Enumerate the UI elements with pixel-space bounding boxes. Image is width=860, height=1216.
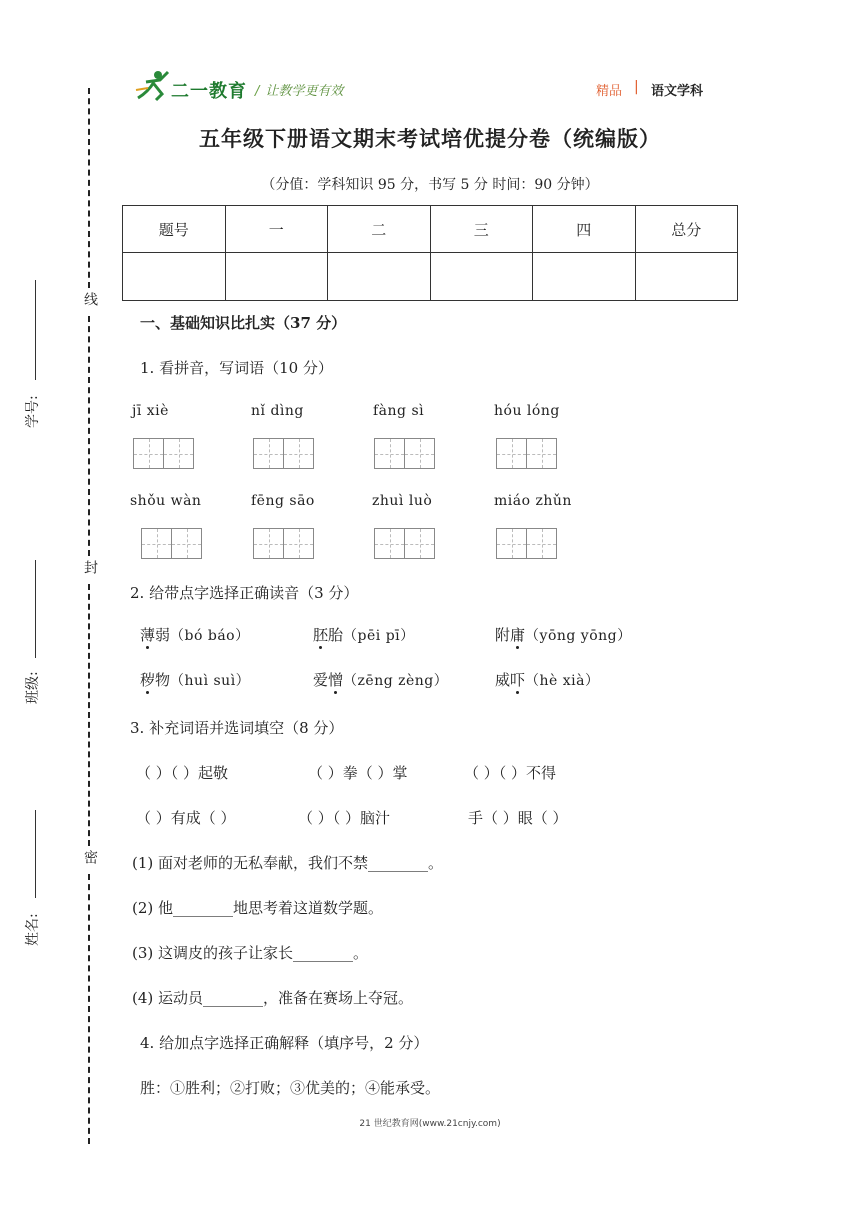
pinyin-label: hóu lóng: [494, 403, 560, 419]
fill-sentence[interactable]: (1) 面对老师的无私奉献，我们不禁________。: [132, 854, 444, 872]
char-box[interactable]: [163, 438, 194, 469]
reading-choice-item[interactable]: [495, 624, 632, 645]
page-subtitle: （分值：学科知识 95 分，书写 5 分 时间：90 分钟）: [261, 177, 599, 193]
score-cell[interactable]: [533, 253, 636, 301]
binding-char-feng: 封: [82, 560, 98, 574]
q1-title: 1. 看拼音，写词语（10 分）: [140, 359, 333, 377]
pinyin-label: shǒu wàn: [130, 493, 202, 509]
reading-choice-item[interactable]: [313, 624, 415, 645]
binding-dash-line: [88, 88, 90, 288]
banji-blank-line[interactable]: [35, 560, 36, 658]
char-box[interactable]: [404, 528, 435, 559]
xuehao-blank-line[interactable]: [35, 280, 36, 380]
char-box[interactable]: [171, 528, 202, 559]
writing-boxes: [133, 438, 193, 469]
char-box[interactable]: [253, 438, 284, 469]
header-separator: |: [634, 79, 639, 95]
pinyin-label: jī xiè: [132, 403, 169, 419]
score-header-cell: 三: [430, 206, 533, 253]
dotted-char: 秽: [140, 671, 156, 689]
char-box[interactable]: [526, 438, 557, 469]
xingming-blank-line[interactable]: [35, 810, 36, 898]
q2-title: 2. 给带点字选择正确读音（3 分）: [130, 584, 359, 602]
pinyin-label: fàng sì: [373, 403, 425, 419]
word-pre: 附: [495, 626, 511, 644]
char-box[interactable]: [496, 528, 527, 559]
binding-dash-line: [88, 584, 90, 846]
q4-options: 胜：①胜利；②打败；③优美的；④能承受。: [140, 1079, 441, 1097]
binding-char-xian: 线: [82, 292, 98, 306]
fill-sentence[interactable]: (2) 他________地思考着这道数学题。: [132, 899, 384, 917]
reading-options: （yōng yōng）: [525, 628, 632, 644]
score-table-header-row: [123, 206, 738, 253]
idiom-fill[interactable]: （ ）有成（ ）: [136, 809, 236, 827]
q4-title: 4. 给加点字选择正确解释（填序号，2 分）: [140, 1034, 429, 1052]
reading-options: （huì suì）: [170, 673, 251, 689]
word-rest: 胎: [328, 626, 344, 644]
pinyin-label: nǐ dìng: [251, 403, 304, 419]
score-header-cell: 总分: [635, 206, 738, 253]
idiom-fill[interactable]: 手（ ）眼（ ）: [468, 809, 568, 827]
score-cell[interactable]: [328, 253, 431, 301]
writing-boxes: [496, 528, 556, 559]
quality-tag: 精品: [596, 84, 623, 99]
score-table: [122, 205, 738, 301]
word-pre: 爱: [313, 671, 329, 689]
reading-choice-item[interactable]: [140, 624, 250, 645]
char-box[interactable]: [526, 528, 557, 559]
binding-dash-line: [88, 874, 90, 1144]
reading-options: （bó báo）: [170, 628, 250, 644]
binding-dash-line: [88, 316, 90, 556]
page-footer: 21 世纪教育网(www.21cnjy.com): [359, 1119, 501, 1129]
fill-sentence[interactable]: (4) 运动员________，准备在赛场上夺冠。: [132, 989, 414, 1007]
q3-title: 3. 补充词语并选词填空（8 分）: [130, 719, 344, 737]
idiom-fill[interactable]: （ ）（ ）起敬: [136, 764, 229, 782]
reading-choice-item[interactable]: [313, 669, 448, 690]
writing-boxes: [141, 528, 201, 559]
binding-char-mi: 密: [82, 850, 98, 864]
label-student-id: 学号:: [25, 395, 41, 428]
dotted-char: 薄: [140, 626, 156, 644]
char-box[interactable]: [283, 438, 314, 469]
writing-boxes: [253, 528, 313, 559]
idiom-fill[interactable]: （ ）拳（ ）掌: [308, 764, 408, 782]
label-name: 姓名:: [25, 913, 41, 946]
slogan: / 让教学更有效: [255, 84, 344, 99]
char-box[interactable]: [496, 438, 527, 469]
writing-boxes: [496, 438, 556, 469]
dotted-char: 吓: [510, 671, 526, 689]
writing-boxes: [374, 438, 434, 469]
writing-boxes: [374, 528, 434, 559]
char-box[interactable]: [253, 528, 284, 559]
idiom-fill[interactable]: （ ）（ ）不得: [464, 764, 557, 782]
pinyin-label: miáo zhǔn: [494, 493, 572, 509]
reading-choice-item[interactable]: [495, 669, 600, 690]
char-box[interactable]: [141, 528, 172, 559]
dotted-char: 胚: [313, 626, 329, 644]
char-box[interactable]: [374, 528, 405, 559]
page-title: 五年级下册语文期末考试培优提分卷（统编版）: [199, 126, 661, 151]
word-rest: 弱: [155, 626, 171, 644]
reading-choice-item[interactable]: [140, 669, 250, 690]
reading-options: （pēi pī）: [343, 628, 415, 644]
pinyin-label: zhuì luò: [372, 493, 433, 509]
fill-sentence[interactable]: (3) 这调皮的孩子让家长________。: [132, 944, 369, 962]
char-box[interactable]: [283, 528, 314, 559]
label-class: 班级:: [25, 671, 41, 704]
score-header-cell: 四: [533, 206, 636, 253]
idiom-fill[interactable]: （ ）（ ）脑汁: [298, 809, 391, 827]
score-header-cell: 二: [328, 206, 431, 253]
score-header-cell: 题号: [123, 206, 226, 253]
score-cell[interactable]: [123, 253, 226, 301]
subject-tag: 语文学科: [651, 84, 704, 99]
char-box[interactable]: [404, 438, 435, 469]
running-man-logo-icon: [134, 68, 174, 102]
pinyin-label: fēng sāo: [251, 493, 315, 509]
char-box[interactable]: [374, 438, 405, 469]
word-pre: 威: [495, 671, 511, 689]
logo-text: 二一教育: [171, 81, 247, 102]
writing-boxes: [253, 438, 313, 469]
score-cell[interactable]: [430, 253, 533, 301]
reading-options: （zēng zèng）: [343, 673, 449, 689]
dotted-char: 憎: [328, 671, 344, 689]
score-table-blank-row: [123, 253, 738, 301]
word-rest: 物: [155, 671, 171, 689]
reading-options: （hè xià）: [525, 673, 600, 689]
dotted-char: 庸: [510, 626, 526, 644]
slogan-text: 让教学更有效: [265, 84, 344, 99]
score-header-cell: 一: [225, 206, 328, 253]
section-1-title: 一、基础知识比扎实（37 分）: [140, 314, 347, 332]
score-cell[interactable]: [225, 253, 328, 301]
score-cell[interactable]: [635, 253, 738, 301]
char-box[interactable]: [133, 438, 164, 469]
